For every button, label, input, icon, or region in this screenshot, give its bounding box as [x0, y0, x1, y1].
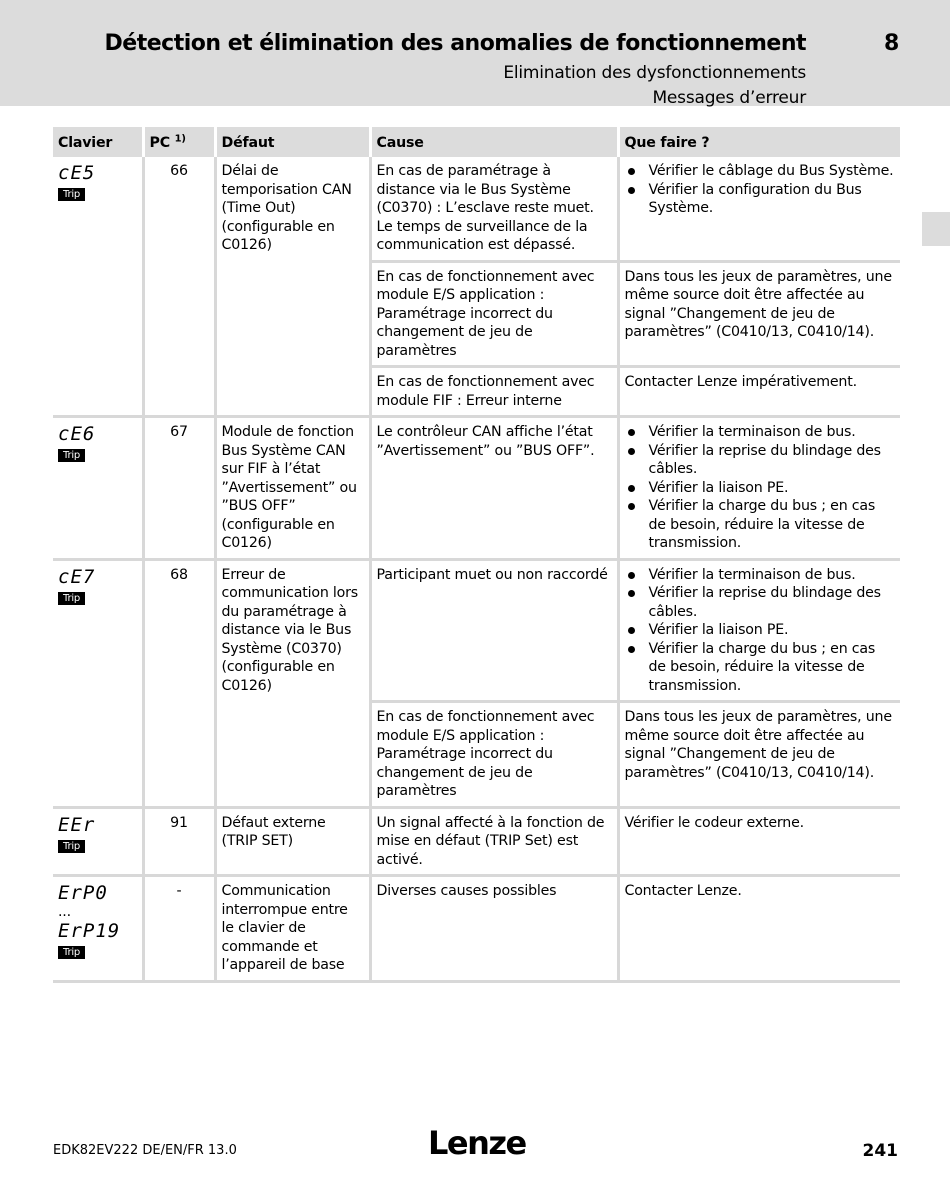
page-header	[0, 0, 950, 106]
remedy-cell: Dans tous les jeux de paramètres, une même source doit être affectée au signal ”Changement de jeu de paramètres” (C0410/13, C0410/14).	[618, 702, 900, 808]
pc-code-cell: 66	[143, 157, 215, 417]
list-item: Vérifier la liaison PE.	[625, 479, 896, 498]
remedy-cell: Vérifier le codeur externe.	[618, 807, 900, 876]
remedy-cell: Contacter Lenze impérativement.	[618, 367, 900, 417]
list-item: Vérifier la charge du bus ; en cas de besoin, réduire la vitesse de transmission.	[625, 497, 896, 553]
cause-cell: Diverses causes possibles	[370, 876, 618, 982]
page-number: 241	[862, 1141, 898, 1161]
table-header-row	[53, 127, 900, 157]
fault-cell: Erreur de communication lors du paramétrage à distance via le Bus Système (C0370) (configurable en C0126)	[215, 559, 370, 807]
range-ellipsis: ...	[58, 904, 71, 920]
list-item: Vérifier le câblage du Bus Système.	[625, 162, 896, 181]
trip-badge: Trip	[58, 592, 85, 605]
keypad-display-code: cE7	[58, 565, 96, 588]
table-row	[53, 559, 900, 702]
cause-cell: En cas de fonctionnement avec module E/S application : Paramétrage incorrect du changement de jeu de paramètres	[370, 702, 618, 808]
col-header-cause: Cause	[370, 127, 618, 157]
fault-cell: Communication interrompue entre le clavier de commande et l’appareil de base	[215, 876, 370, 982]
subsection-subtitle: Messages d’erreur	[652, 88, 806, 108]
keypad-cell	[53, 807, 143, 876]
cause-cell: En cas de fonctionnement avec module FIF : Erreur interne	[370, 367, 618, 417]
cause-cell: Le contrôleur CAN affiche l’état ”Avertissement” ou ”BUS OFF”.	[370, 417, 618, 560]
list-item: Vérifier la charge du bus ; en cas de besoin, réduire la vitesse de transmission.	[625, 640, 896, 696]
pc-code-cell: 67	[143, 417, 215, 560]
keypad-display-code: ErP0	[58, 882, 108, 904]
keypad-cell	[53, 417, 143, 560]
keypad-display-code: cE6	[58, 423, 96, 445]
keypad-cell	[53, 559, 143, 807]
page-title: Détection et élimination des anomalies de fonctionnement	[104, 31, 806, 56]
trip-badge: Trip	[58, 946, 85, 959]
list-item: Vérifier la reprise du blindage des câbles.	[625, 584, 896, 621]
remedy-list	[625, 566, 896, 696]
chapter-number: 8	[884, 31, 900, 56]
pc-code-cell: 68	[143, 559, 215, 807]
table-row	[53, 157, 900, 261]
keypad-cell	[53, 876, 143, 982]
lenze-logo: Lenze	[428, 1124, 526, 1162]
cause-cell: Participant muet ou non raccordé	[370, 559, 618, 702]
table-row	[53, 807, 900, 876]
fault-cell: Délai de temporisation CAN (Time Out) (configurable en C0126)	[215, 157, 370, 417]
trip-badge: Trip	[58, 449, 85, 462]
list-item: Vérifier la configuration du Bus Système.	[625, 181, 896, 218]
pc-footnote-ref: 1)	[174, 133, 186, 145]
cause-cell: En cas de fonctionnement avec module E/S application : Paramétrage incorrect du changement de jeu de paramètres	[370, 261, 618, 367]
pc-code-cell: 91	[143, 807, 215, 876]
table-row	[53, 417, 900, 560]
keypad-display-code-end: ErP19	[58, 920, 121, 942]
list-item: Vérifier la terminaison de bus.	[625, 566, 896, 585]
remedy-list	[625, 162, 896, 218]
remedy-cell	[618, 157, 900, 261]
col-header-pc	[143, 127, 215, 157]
fault-cell: Défaut externe (TRIP SET)	[215, 807, 370, 876]
list-item: Vérifier la terminaison de bus.	[625, 423, 896, 442]
list-item: Vérifier la liaison PE.	[625, 621, 896, 640]
col-header-fault: Défaut	[215, 127, 370, 157]
remedy-list	[625, 423, 896, 553]
col-header-remedy: Que faire ?	[618, 127, 900, 157]
keypad-display-code: EEr	[58, 813, 96, 836]
remedy-cell	[618, 417, 900, 560]
keypad-cell	[53, 157, 143, 417]
list-item: Vérifier la reprise du blindage des câbles.	[625, 442, 896, 479]
pc-code-cell: -	[143, 876, 215, 982]
document-reference: EDK82EV222 DE/EN/FR 13.0	[53, 1143, 237, 1158]
section-subtitle: Elimination des dysfonctionnements	[503, 63, 806, 83]
cause-cell: Un signal affecté à la fonction de mise en défaut (TRIP Set) est activé.	[370, 807, 618, 876]
col-header-keypad: Clavier	[53, 127, 143, 157]
chapter-side-tab	[922, 212, 950, 246]
keypad-display-code: cE5	[58, 162, 96, 184]
error-messages-table	[53, 127, 900, 983]
remedy-cell: Dans tous les jeux de paramètres, une même source doit être affectée au signal ”Changement de jeu de paramètres” (C0410/13, C0410/14).	[618, 261, 900, 367]
cause-cell: En cas de paramétrage à distance via le Bus Système (C0370) : L’esclave reste muet. Le temps de surveillance de la communication est dépassé.	[370, 157, 618, 261]
col-header-pc-label: PC	[149, 134, 170, 151]
table-row	[53, 876, 900, 982]
trip-badge: Trip	[58, 188, 85, 201]
remedy-cell: Contacter Lenze.	[618, 876, 900, 982]
trip-badge: Trip	[58, 840, 85, 853]
remedy-cell	[618, 559, 900, 702]
fault-cell: Module de fonction Bus Système CAN sur FIF à l’état ”Avertissement” ou ”BUS OFF” (configurable en C0126)	[215, 417, 370, 560]
